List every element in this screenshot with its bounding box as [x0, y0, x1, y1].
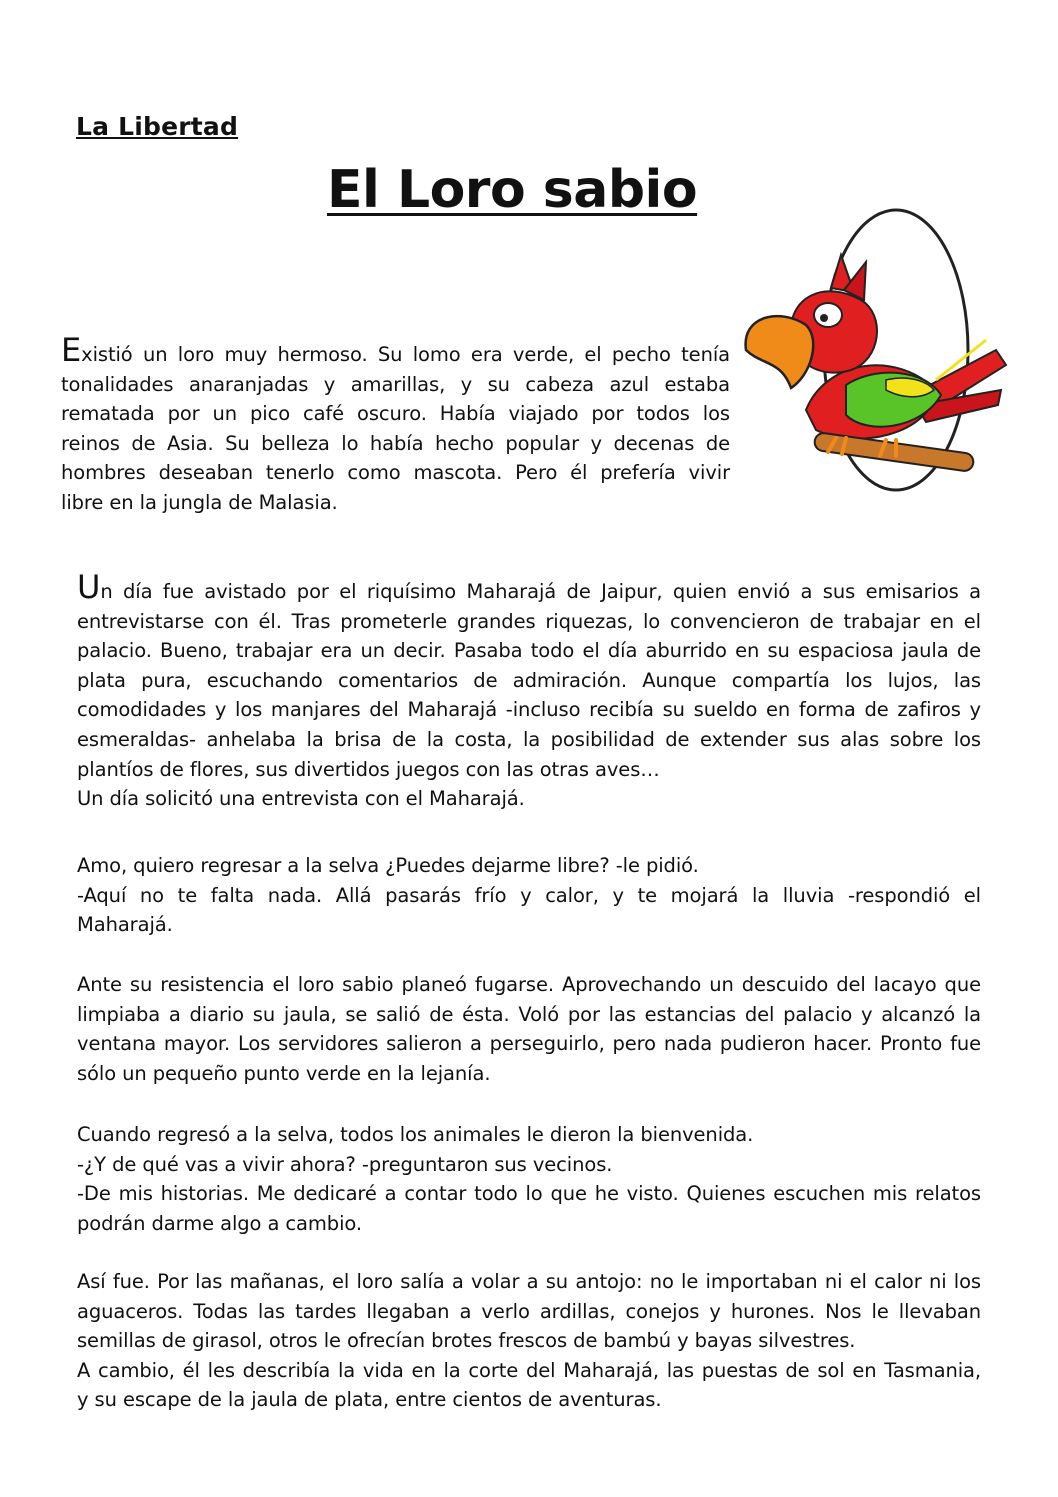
- paragraph-line: comodidades y los manjares del Maharajá -incluso recibía su sueldo en forma de zafiros y: [77, 698, 981, 722]
- paragraph-line: plata pura, escuchando comentarios de admiración. Aunque compartía los lujos, las: [77, 668, 981, 692]
- paragraph-line: aguaceros. Todas las tardes llegaban a verlo ardillas, conejos y hurones. Nos le llevaban: [77, 1299, 981, 1323]
- paragraph-line: Cuando regresó a la selva, todos los animales le dieron la bienvenida.: [77, 1123, 754, 1146]
- paragraph-line: Así fue. Por las mañanas, el loro salía a volar a su antojo: no le importaban ni el calor ni los: [77, 1270, 981, 1293]
- paragraph-line: [61, 331, 730, 370]
- paragraph-intro: [61, 331, 730, 518]
- paragraph-line: plantíos de flores, sus divertidos juegos con las otras aves…: [77, 757, 660, 781]
- paragraph-maharaja: [77, 568, 981, 814]
- paragraph-line: sólo un pequeño punto verde en la lejanía.: [77, 1061, 491, 1085]
- paragraph-line: A cambio, él les describía la vida en la corte del Maharajá, las puestas de sol en Tasmania,: [77, 1358, 981, 1382]
- paragraph-line: [77, 568, 981, 607]
- paragraph-line: tonalidades anaranjadas y amarillas, y su cabeza azul estaba: [61, 372, 730, 396]
- paragraph-line: limpiaba a diario su jaula, se salió de ésta. Voló por las estancias del palacio y alcanzó la: [77, 1002, 981, 1026]
- paragraph-line: Maharajá.: [77, 913, 173, 937]
- paragraph-escape: [77, 970, 981, 1088]
- paragraph-line: reinos de Asia. Su belleza lo había hecho popular y decenas de: [61, 431, 730, 455]
- paragraph-line: libre en la jungla de Malasia.: [61, 490, 338, 514]
- paragraph-line: palacio. Bueno, trabajar era un decir. Pasaba todo el día aburrido en su espaciosa jaula de: [77, 639, 981, 663]
- paragraph-return: [77, 1120, 981, 1238]
- paragraph-line: y su escape de la jaula de plata, entre cientos de aventuras.: [77, 1388, 662, 1412]
- paragraph-ending: [77, 1267, 981, 1415]
- drop-cap: E: [61, 331, 82, 369]
- paragraph-line: -¿Y de qué vas a vivir ahora? -preguntaron sus vecinos.: [77, 1152, 613, 1176]
- paragraph-dialogue-1: [77, 851, 981, 940]
- story-title: El Loro sabio: [327, 160, 698, 220]
- paragraph-line: Ante su resistencia el loro sabio planeó fugarse. Aprovechando un descuido del lacayo que: [77, 973, 981, 996]
- section-label: La Libertad: [76, 112, 239, 141]
- paragraph-line: podrán darme algo a cambio.: [77, 1211, 362, 1235]
- paragraph-line: Un día solicitó una entrevista con el Maharajá.: [77, 787, 525, 811]
- paragraph-line: -De mis historias. Me dedicaré a contar todo lo que he visto. Quienes escuchen mis relatos: [77, 1182, 981, 1206]
- paragraph-line: esmeraldas- anhelaba la brisa de la costa, la posibilidad de extender sus alas sobre los: [77, 727, 981, 751]
- parrot-beak: [746, 316, 814, 388]
- paragraph-line: -Aquí no te falta nada. Allá pasarás frío y calor, y te mojará la lluvia -respondió el: [77, 883, 981, 907]
- parrot-on-swing-illustration: [736, 200, 1026, 500]
- paragraph-line: Amo, quiero regresar a la selva ¿Puedes dejarme libre? -le pidió.: [77, 854, 699, 877]
- parrot-eye: [814, 303, 842, 327]
- paragraph-line: rematada por un pico café oscuro. Había viajado por todos los: [61, 402, 730, 426]
- paragraph-line: entrevistarse con él. Tras prometerle grandes riquezas, lo convencieron de trabajar en el: [77, 609, 981, 633]
- line-text: xistió un loro muy hermoso. Su lomo era verde, el pecho tenía: [81, 343, 730, 366]
- line-text: n día fue avistado por el riquísimo Maharajá de Jaipur, quien envió a sus emisarios a: [100, 580, 981, 603]
- paragraph-line: ventana mayor. Los servidores salieron a perseguirlo, pero nada pudieron hacer. Pronto fue: [77, 1032, 981, 1056]
- drop-cap: U: [77, 568, 101, 606]
- paragraph-line: hombres deseaban tenerlo como mascota. Pero él prefería vivir: [61, 461, 730, 485]
- paragraph-line: semillas de girasol, otros le ofrecían brotes frescos de bambú y bayas silvestres.: [77, 1329, 856, 1353]
